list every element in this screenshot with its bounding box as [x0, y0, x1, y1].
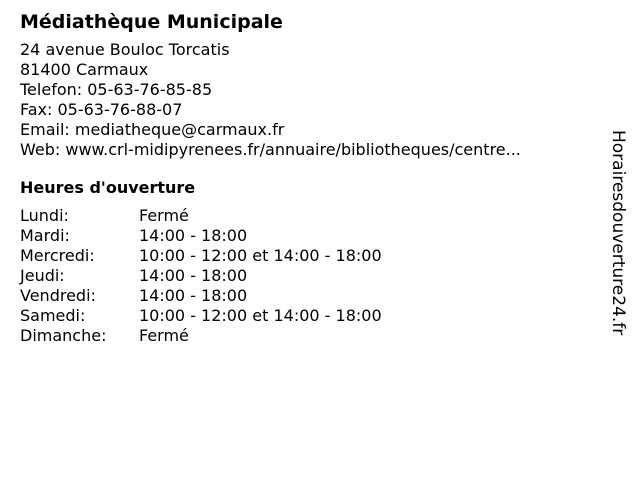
address-street: 24 avenue Bouloc Torcatis: [20, 40, 230, 59]
address-city: 81400 Carmaux: [20, 60, 149, 79]
hours-row-sunday: [20, 326, 600, 346]
day-label: Dimanche:: [20, 326, 107, 345]
contact-block: [20, 40, 600, 160]
hours-row-saturday: [20, 306, 600, 326]
day-label: Vendredi:: [20, 286, 96, 305]
opening-hours-table: [20, 206, 600, 346]
day-hours: Fermé: [139, 206, 189, 225]
hours-row-tuesday: [20, 226, 600, 246]
day-hours: 10:00 - 12:00 et 14:00 - 18:00: [139, 306, 382, 325]
phone-number: Telefon: 05-63-76-85-85: [20, 80, 213, 99]
day-label: Jeudi:: [20, 266, 65, 285]
day-label: Mercredi:: [20, 246, 95, 265]
day-hours: Fermé: [139, 326, 189, 345]
hours-row-wednesday: [20, 246, 600, 266]
venue-name: Médiathèque Municipale: [20, 11, 283, 33]
site-brand-link[interactable]: Horairesdouverture24.fr: [608, 130, 628, 336]
opening-hours-card: [20, 8, 600, 346]
day-hours: 10:00 - 12:00 et 14:00 - 18:00: [139, 246, 382, 265]
day-label: Mardi:: [20, 226, 70, 245]
hours-row-thursday: [20, 266, 600, 286]
day-label: Samedi:: [20, 306, 86, 325]
day-hours: 14:00 - 18:00: [139, 286, 248, 305]
day-label: Lundi:: [20, 206, 69, 225]
day-hours: 14:00 - 18:00: [139, 226, 248, 245]
fax-number: Fax: 05-63-76-88-07: [20, 100, 183, 119]
email-address: Email: mediatheque@carmaux.fr: [20, 120, 285, 139]
hours-row-monday: [20, 206, 600, 226]
opening-hours-heading: Heures d'ouverture: [20, 178, 196, 197]
hours-row-friday: [20, 286, 600, 306]
day-hours: 14:00 - 18:00: [139, 266, 248, 285]
website-link[interactable]: Web: www.crl-midipyrenees.fr/annuaire/bibliotheques/centre...: [20, 140, 521, 159]
